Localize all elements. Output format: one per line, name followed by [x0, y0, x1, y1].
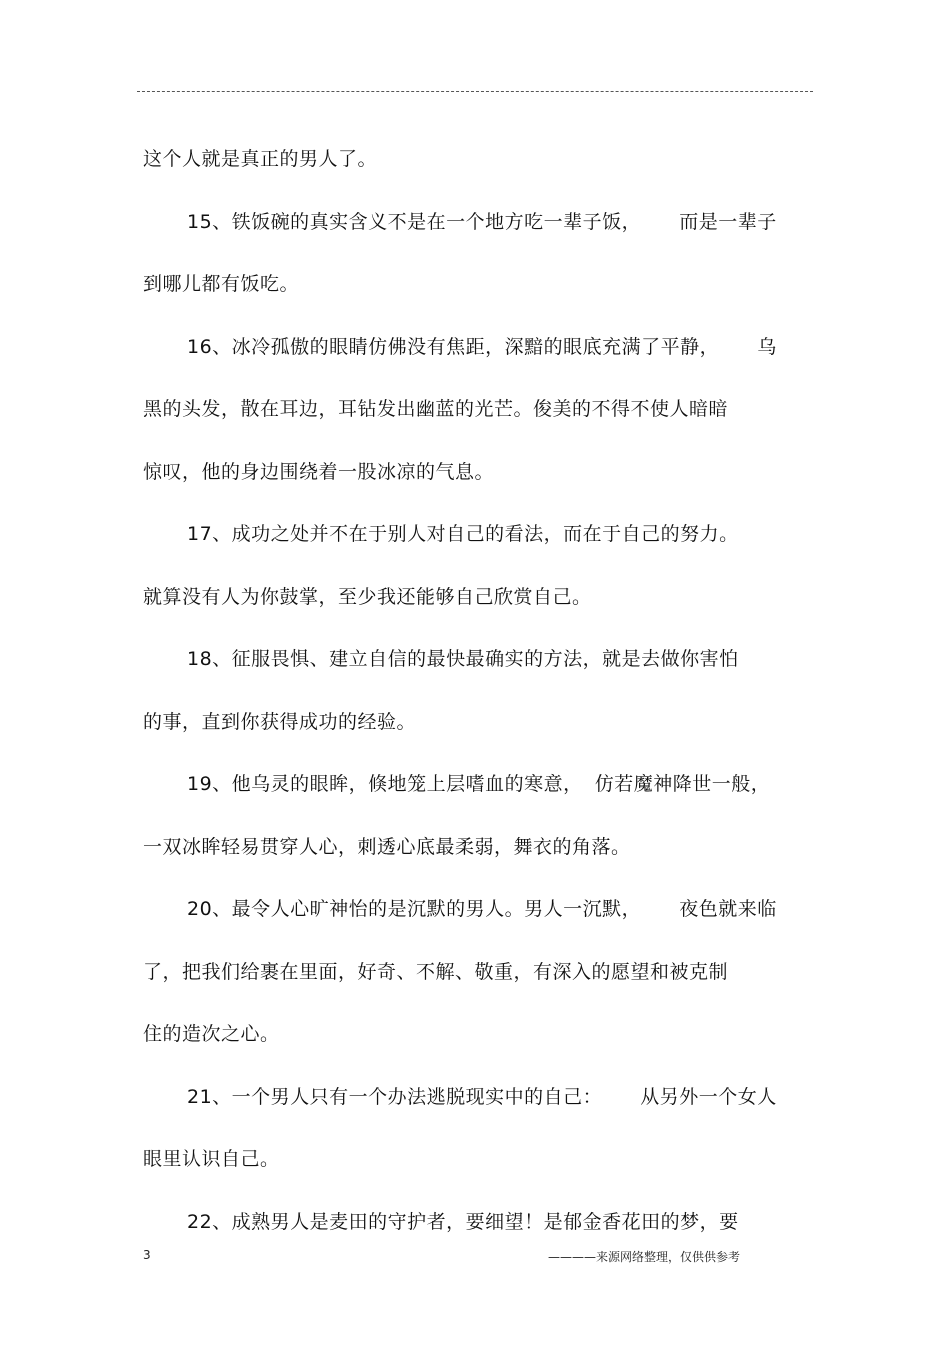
text-line — [143, 1066, 813, 1129]
header-dashed-rule — [137, 91, 813, 92]
text-segment: 从另外一个女人 — [640, 1085, 777, 1108]
text-line: 惊叹，他的身边围绕着一股冰凉的气息。 — [143, 460, 495, 483]
text-line — [143, 753, 813, 816]
document-body — [143, 128, 813, 1253]
text-line: 就算没有人为你鼓掌，至少我还能够自己欣赏自己。 — [143, 585, 592, 608]
text-line: 17、成功之处并不在于别人对自己的看法，而在于自己的努力。 — [187, 523, 739, 545]
text-segment: 仿若魔神降世一般， — [594, 773, 771, 795]
text-line: 22、成熟男人是麦田的守护者，要细望！是郁金香花田的梦，要 — [187, 1210, 739, 1233]
paragraph-21 — [143, 1066, 813, 1191]
text-segment: 乌 — [757, 335, 777, 358]
text-line: 一双冰眸轻易贯穿人心，刺透心底最柔弱，舞衣的角落。 — [143, 835, 631, 858]
text-line: 了，把我们给裹在里面，好奇、不解、敬重，有深入的愿望和被克制 — [143, 960, 729, 983]
text-segment: 15、铁饭碗的真实含义不是在一个地方吃一辈子饭， — [187, 210, 642, 233]
text-line: 的事，直到你获得成功的经验。 — [143, 710, 417, 733]
text-segment: 19、他乌灵的眼眸，倏地笼上层嗜血的寒意， — [187, 773, 583, 795]
paragraph-16 — [143, 316, 813, 504]
paragraph-18 — [143, 628, 813, 753]
text-segment: 而是一辈子 — [679, 210, 777, 233]
paragraph-17 — [143, 503, 813, 628]
paragraph-continuation — [143, 128, 813, 191]
text-line — [143, 316, 813, 379]
text-line: 这个人就是真正的男人了。 — [143, 148, 378, 170]
page-number: 3 — [143, 1248, 151, 1262]
text-segment: 夜色就来临 — [679, 898, 777, 920]
text-line — [143, 191, 813, 254]
text-segment: 20、最令人心旷神怡的是沉默的男人。男人一沉默， — [187, 898, 642, 920]
text-segment: 16、冰冷孤傲的眼睛仿佛没有焦距，深黯的眼底充满了平静， — [187, 335, 720, 358]
text-line: 住的造次之心。 — [143, 1023, 280, 1045]
paragraph-20 — [143, 878, 813, 1066]
text-line: 眼里认识自己。 — [143, 1148, 280, 1170]
paragraph-15 — [143, 191, 813, 316]
text-segment: 21、一个男人只有一个办法逃脱现实中的自己： — [187, 1085, 603, 1108]
paragraph-22 — [143, 1191, 813, 1254]
text-line — [143, 878, 813, 941]
text-line: 黑的头发，散在耳边，耳钻发出幽蓝的光芒。俊美的不得不使人暗暗 — [143, 398, 729, 420]
text-line: 到哪儿都有饭吃。 — [143, 273, 300, 295]
footer-source-note: ————来源网络整理，仅供供参考 — [548, 1250, 741, 1264]
text-line: 18、征服畏惧、建立自信的最快最确实的方法，就是去做你害怕 — [187, 648, 739, 670]
paragraph-19 — [143, 753, 813, 878]
